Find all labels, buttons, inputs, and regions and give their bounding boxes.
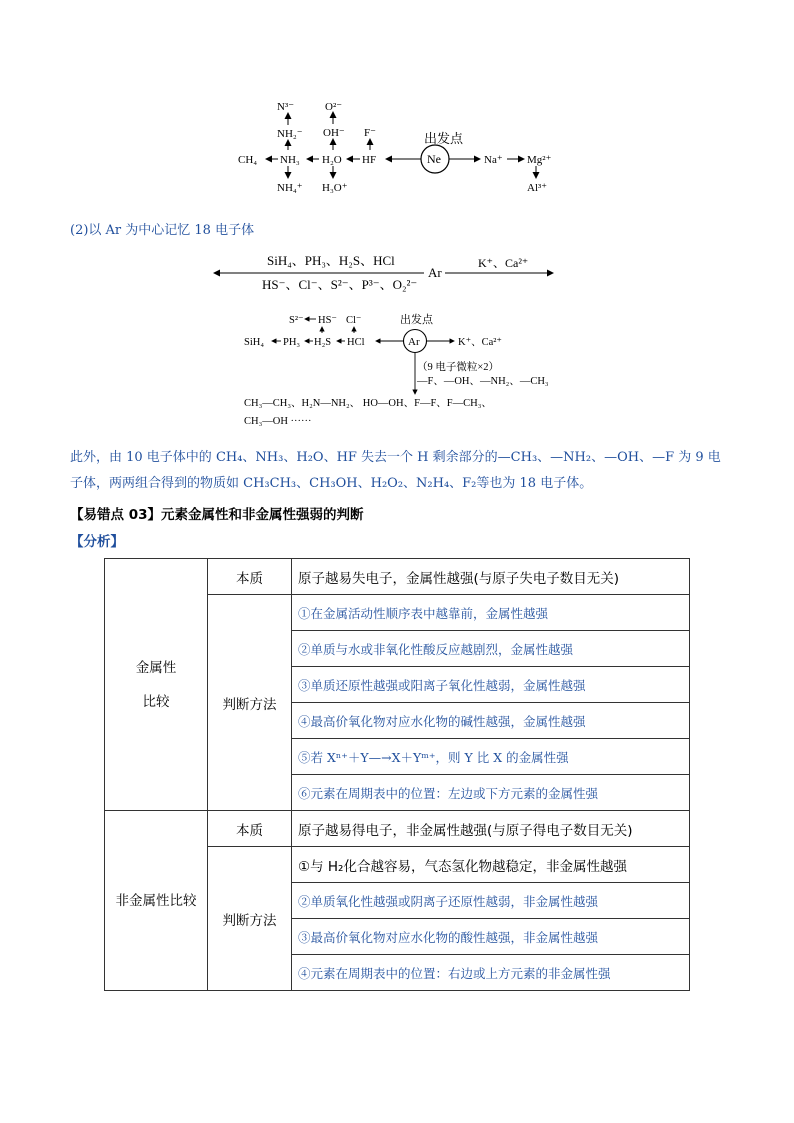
ar-bottom-left: HS⁻、Cl⁻、S²⁻、P³⁻、O₂²⁻ bbox=[262, 277, 418, 292]
hcl-label: HCl bbox=[347, 337, 365, 348]
line2-label: CH₃—OH ······ bbox=[244, 416, 312, 427]
nh4-label: NH₄⁺ bbox=[277, 182, 303, 194]
ten-electron-arrows bbox=[266, 112, 536, 178]
nh3-label: NH₃ bbox=[280, 154, 300, 166]
nine-groups: —F、—OH、—NH₂、—CH₃ bbox=[417, 376, 549, 387]
line1-label: CH₃—CH₃、H₂N—NH₂、 HO—OH、F—F、F—CH₃、 bbox=[244, 398, 492, 409]
hs-label: HS⁻ bbox=[318, 315, 337, 326]
metal-method: ②单质与水或非氧化性酸反应越剧烈，金属性越强 bbox=[292, 631, 690, 667]
metal-essence-label: 本质 bbox=[208, 559, 292, 595]
start-label: 出发点 bbox=[424, 131, 464, 146]
metal-method: ④最高价氧化物对应水化物的碱性越强，金属性越强 bbox=[292, 703, 690, 739]
ar-top-left: SiH₄、PH₃、H₂S、HCl bbox=[267, 253, 395, 268]
metal-method-label: 判断方法 bbox=[208, 595, 292, 811]
section-heading: 【易错点 03】元素金属性和非金属性强弱的判断 bbox=[70, 507, 364, 523]
nonmetal-method-label: 判断方法 bbox=[208, 847, 292, 991]
al-label: Al³⁺ bbox=[527, 182, 548, 194]
metal-method: ③单质还原性越强或阳离子氧化性越弱，金属性越强 bbox=[292, 667, 690, 703]
o2-label: O²⁻ bbox=[325, 101, 343, 113]
n3-label: N³⁻ bbox=[277, 101, 295, 113]
nonmetal-essence: 原子越易得电子，非金属性越强(与原子得电子数目无关) bbox=[292, 811, 690, 847]
nonmetal-method: ③最高价氧化物对应水化物的酸性越强，非金属性越强 bbox=[292, 919, 690, 955]
ar-center: Ar bbox=[428, 265, 442, 280]
f-label: F⁻ bbox=[364, 127, 376, 139]
cl-label: Cl⁻ bbox=[346, 315, 362, 326]
ph3-label: PH₃ bbox=[283, 337, 301, 348]
metal-category-line2: 比较 bbox=[142, 693, 170, 710]
kca-label: K⁺、Ca²⁺ bbox=[458, 337, 502, 348]
eighteen-electron-diagram bbox=[0, 300, 794, 435]
s2-label: S²⁻ bbox=[289, 315, 304, 326]
nonmetal-method: ④元素在周期表中的位置：右边或上方元素的非金属性强 bbox=[292, 955, 690, 991]
metal-essence: 原子越易失电子，金属性越强(与原子失电子数目无关) bbox=[292, 559, 690, 595]
oh-label: OH⁻ bbox=[323, 127, 345, 139]
h2o-label: H₂O bbox=[322, 154, 342, 166]
start18-label: 出发点 bbox=[400, 314, 433, 326]
sih4-label: SiH₄ bbox=[244, 337, 265, 348]
table-row bbox=[105, 559, 690, 595]
metal-method: ⑥元素在周期表中的位置：左边或下方元素的金属性强 bbox=[292, 775, 690, 811]
nonmetal-essence-label: 本质 bbox=[208, 811, 292, 847]
h2s-label: H₂S bbox=[314, 337, 332, 348]
explanation-paragraph: 此外，由 10 电子体中的 CH₄、NH₃、H₂O、HF 失去一个 H 剩余部分的—CH₃、—NH₂、—OH、—F 为 9 电子体，两两组合得到的物质如 CH₃CH₃、CH₃OH、H₂O₂、N₂H₄、F₂等也为 18 电子体。 bbox=[70, 450, 721, 491]
metal-category-line1: 金属性 bbox=[135, 659, 177, 676]
nonmetal-category-cell: 非金属性比较 bbox=[105, 811, 208, 991]
analysis-label: 【分析】 bbox=[70, 534, 124, 550]
metal-method: ①在金属活动性顺序表中越靠前，金属性越强 bbox=[292, 595, 690, 631]
ne-label: Ne bbox=[427, 152, 441, 166]
ten-electron-diagram bbox=[0, 0, 794, 215]
nonmetal-method: ②单质氧化性越强或阴离子还原性越弱，非金属性越强 bbox=[292, 883, 690, 919]
ar-summary-diagram bbox=[0, 245, 794, 297]
ch4-label: CH₄ bbox=[238, 154, 258, 166]
h3o-label: H₃O⁺ bbox=[322, 182, 348, 194]
mg-label: Mg²⁺ bbox=[527, 154, 552, 166]
ar18-label: Ar bbox=[408, 336, 420, 348]
hf-label: HF bbox=[362, 154, 377, 166]
nonmetal-method: ①与 H₂化合越容易，气态氢化物越稳定，非金属性越强 bbox=[292, 847, 690, 883]
na-label: Na⁺ bbox=[484, 154, 503, 166]
metal-category-cell bbox=[105, 559, 208, 811]
comparison-table bbox=[104, 558, 690, 991]
nine-label: （9 电子微粒×2） bbox=[417, 362, 500, 373]
metal-method: ⑤若 Xⁿ⁺＋Y—→X＋Yᵐ⁺，则 Y 比 X 的金属性强 bbox=[292, 739, 690, 775]
nh2-label: NH₂⁻ bbox=[277, 128, 303, 140]
section2-title: (2)以 Ar 为中心记忆 18 电子体 bbox=[70, 223, 255, 238]
table-row bbox=[105, 811, 690, 847]
ar-right: K⁺、Ca²⁺ bbox=[478, 256, 529, 270]
